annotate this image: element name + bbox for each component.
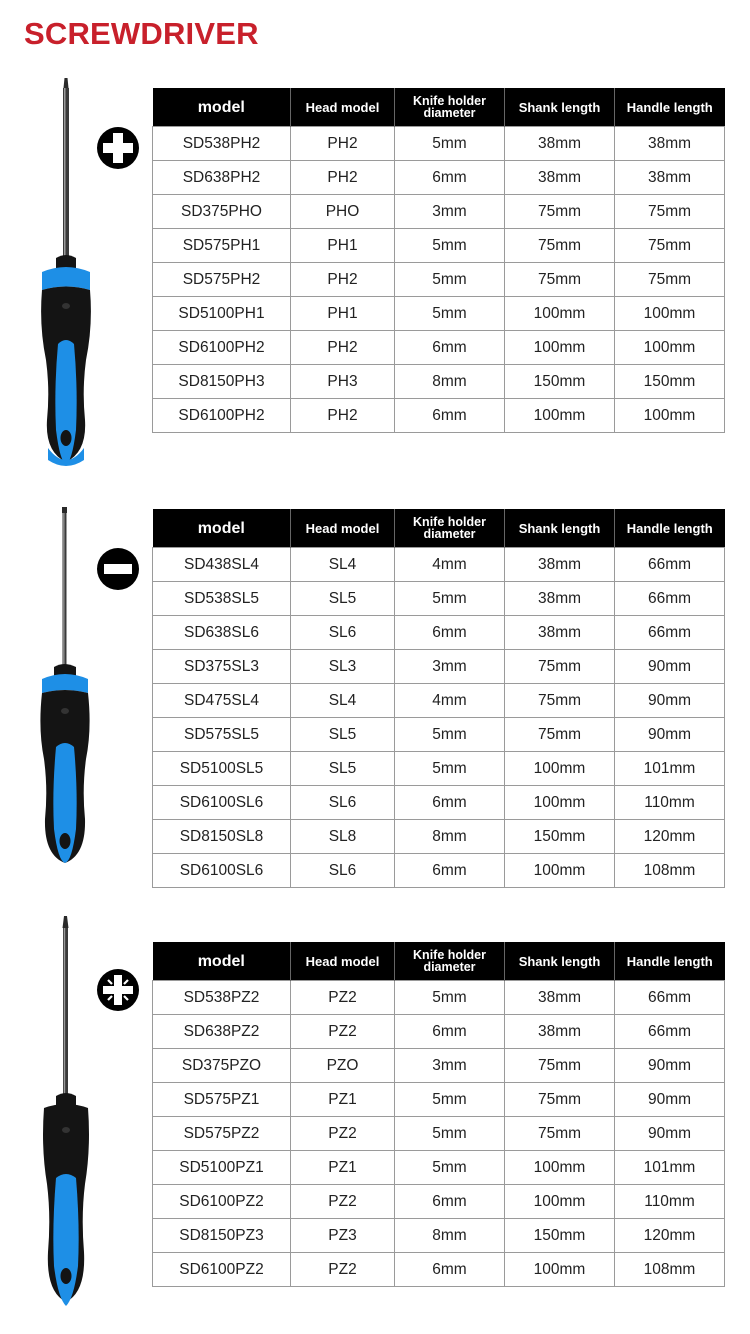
cell-model: SD6100SL6 xyxy=(153,854,291,888)
cell-model: SD8150PZ3 xyxy=(153,1219,291,1253)
cell-shank-length: 100mm xyxy=(505,854,615,888)
cell-shank-length: 150mm xyxy=(505,365,615,399)
cell-head-model: SL6 xyxy=(291,786,395,820)
cell-handle-length: 90mm xyxy=(615,1049,725,1083)
cell-head-model: PH2 xyxy=(291,161,395,195)
table-header-row xyxy=(153,509,725,548)
cell-knife-holder-diameter: 6mm xyxy=(395,331,505,365)
cell-head-model: PH2 xyxy=(291,399,395,433)
knife-holder-line-1: Knife holder xyxy=(413,948,486,962)
cell-head-model: PZ1 xyxy=(291,1151,395,1185)
cell-head-model: PZ3 xyxy=(291,1219,395,1253)
cell-knife-holder-diameter: 5mm xyxy=(395,297,505,331)
pozidriv-spec-table xyxy=(152,942,725,1287)
cell-handle-length: 66mm xyxy=(615,981,725,1015)
table-row xyxy=(153,365,725,399)
cell-shank-length: 38mm xyxy=(505,981,615,1015)
cell-head-model: PHO xyxy=(291,195,395,229)
phillips-screwdriver-image xyxy=(38,78,94,470)
col-header-shank-length: Shank length xyxy=(505,509,615,548)
cell-handle-length: 110mm xyxy=(615,786,725,820)
slotted-spec-table xyxy=(152,509,725,888)
cell-model: SD5100PH1 xyxy=(153,297,291,331)
cell-knife-holder-diameter: 6mm xyxy=(395,1185,505,1219)
cell-handle-length: 120mm xyxy=(615,820,725,854)
cell-handle-length: 90mm xyxy=(615,650,725,684)
cell-shank-length: 100mm xyxy=(505,1185,615,1219)
knife-holder-line-1: Knife holder xyxy=(413,94,486,108)
table-header-row xyxy=(153,88,725,127)
table-row xyxy=(153,229,725,263)
cell-shank-length: 100mm xyxy=(505,786,615,820)
cell-shank-length: 75mm xyxy=(505,195,615,229)
col-header-knife-holder-diameter xyxy=(395,88,505,127)
slotted-minus-icon xyxy=(96,547,140,591)
cell-head-model: SL5 xyxy=(291,752,395,786)
cell-handle-length: 101mm xyxy=(615,1151,725,1185)
table-row xyxy=(153,684,725,718)
cell-handle-length: 100mm xyxy=(615,399,725,433)
cell-model: SD538PH2 xyxy=(153,127,291,161)
cell-handle-length: 108mm xyxy=(615,854,725,888)
knife-holder-line-1: Knife holder xyxy=(413,515,486,529)
cell-model: SD375PZO xyxy=(153,1049,291,1083)
cell-model: SD6100SL6 xyxy=(153,786,291,820)
cell-handle-length: 100mm xyxy=(615,297,725,331)
pozidriv-icon xyxy=(96,968,140,1012)
cell-head-model: PH2 xyxy=(291,127,395,161)
cell-model: SD538SL5 xyxy=(153,582,291,616)
cell-model: SD638SL6 xyxy=(153,616,291,650)
cell-model: SD6100PZ2 xyxy=(153,1185,291,1219)
cell-shank-length: 100mm xyxy=(505,752,615,786)
cell-model: SD575PZ2 xyxy=(153,1117,291,1151)
cell-handle-length: 90mm xyxy=(615,718,725,752)
cell-shank-length: 100mm xyxy=(505,331,615,365)
col-header-head-model: Head model xyxy=(291,942,395,981)
cell-knife-holder-diameter: 5mm xyxy=(395,127,505,161)
table-row xyxy=(153,718,725,752)
cell-handle-length: 66mm xyxy=(615,616,725,650)
cell-shank-length: 75mm xyxy=(505,1049,615,1083)
cell-model: SD8150SL8 xyxy=(153,820,291,854)
table-row xyxy=(153,650,725,684)
cell-head-model: PZ1 xyxy=(291,1083,395,1117)
slotted-screwdriver-image xyxy=(36,507,96,869)
col-header-shank-length: Shank length xyxy=(505,942,615,981)
cell-handle-length: 75mm xyxy=(615,263,725,297)
cell-model: SD638PH2 xyxy=(153,161,291,195)
cell-head-model: PH2 xyxy=(291,263,395,297)
cell-shank-length: 38mm xyxy=(505,1015,615,1049)
knife-holder-line-2: diameter xyxy=(423,527,476,541)
cell-handle-length: 90mm xyxy=(615,684,725,718)
cell-shank-length: 38mm xyxy=(505,127,615,161)
cell-model: SD375PHO xyxy=(153,195,291,229)
phillips-cross-icon xyxy=(96,126,140,170)
cell-shank-length: 75mm xyxy=(505,1117,615,1151)
cell-head-model: PH1 xyxy=(291,229,395,263)
cell-handle-length: 75mm xyxy=(615,195,725,229)
cell-handle-length: 66mm xyxy=(615,548,725,582)
table-row xyxy=(153,616,725,650)
cell-model: SD475SL4 xyxy=(153,684,291,718)
cell-model: SD8150PH3 xyxy=(153,365,291,399)
cell-head-model: PZ2 xyxy=(291,1185,395,1219)
pozidriv-screwdriver-image xyxy=(36,916,96,1312)
table-row xyxy=(153,1083,725,1117)
phillips-spec-table xyxy=(152,88,725,433)
cell-model: SD575SL5 xyxy=(153,718,291,752)
table-row xyxy=(153,548,725,582)
cell-head-model: SL8 xyxy=(291,820,395,854)
cell-model: SD638PZ2 xyxy=(153,1015,291,1049)
cell-knife-holder-diameter: 5mm xyxy=(395,582,505,616)
cell-shank-length: 100mm xyxy=(505,297,615,331)
cell-handle-length: 100mm xyxy=(615,331,725,365)
table-row xyxy=(153,786,725,820)
col-header-knife-holder-diameter xyxy=(395,942,505,981)
cell-model: SD575PH1 xyxy=(153,229,291,263)
table-row xyxy=(153,1253,725,1287)
cell-shank-length: 150mm xyxy=(505,820,615,854)
col-header-handle-length: Handle length xyxy=(615,88,725,127)
cell-handle-length: 66mm xyxy=(615,582,725,616)
cell-head-model: PH1 xyxy=(291,297,395,331)
col-header-handle-length: Handle length xyxy=(615,509,725,548)
cell-shank-length: 100mm xyxy=(505,1151,615,1185)
table-header-row xyxy=(153,942,725,981)
cell-knife-holder-diameter: 8mm xyxy=(395,365,505,399)
cell-knife-holder-diameter: 4mm xyxy=(395,548,505,582)
cell-shank-length: 100mm xyxy=(505,1253,615,1287)
cell-head-model: SL5 xyxy=(291,718,395,752)
cell-handle-length: 90mm xyxy=(615,1117,725,1151)
table-row xyxy=(153,297,725,331)
cell-head-model: PZ2 xyxy=(291,981,395,1015)
cell-knife-holder-diameter: 6mm xyxy=(395,854,505,888)
knife-holder-line-2: diameter xyxy=(423,960,476,974)
cell-shank-length: 75mm xyxy=(505,650,615,684)
table-row xyxy=(153,981,725,1015)
cell-handle-length: 110mm xyxy=(615,1185,725,1219)
cell-head-model: PZ2 xyxy=(291,1015,395,1049)
cell-shank-length: 75mm xyxy=(505,229,615,263)
cell-knife-holder-diameter: 5mm xyxy=(395,752,505,786)
cell-shank-length: 75mm xyxy=(505,1083,615,1117)
cell-model: SD6100PH2 xyxy=(153,399,291,433)
cell-head-model: SL4 xyxy=(291,684,395,718)
cell-model: SD575PZ1 xyxy=(153,1083,291,1117)
cell-model: SD5100SL5 xyxy=(153,752,291,786)
table-row xyxy=(153,127,725,161)
cell-handle-length: 101mm xyxy=(615,752,725,786)
col-header-knife-holder-diameter xyxy=(395,509,505,548)
cell-knife-holder-diameter: 6mm xyxy=(395,1015,505,1049)
cell-handle-length: 120mm xyxy=(615,1219,725,1253)
cell-shank-length: 38mm xyxy=(505,616,615,650)
cell-handle-length: 66mm xyxy=(615,1015,725,1049)
table-row xyxy=(153,399,725,433)
cell-knife-holder-diameter: 8mm xyxy=(395,820,505,854)
knife-holder-line-2: diameter xyxy=(423,106,476,120)
cell-head-model: PH2 xyxy=(291,331,395,365)
cell-head-model: PZO xyxy=(291,1049,395,1083)
table-row xyxy=(153,1049,725,1083)
cell-handle-length: 38mm xyxy=(615,127,725,161)
table-row xyxy=(153,263,725,297)
table-row xyxy=(153,1015,725,1049)
phillips-section xyxy=(0,78,750,478)
cell-head-model: PZ2 xyxy=(291,1117,395,1151)
cell-handle-length: 90mm xyxy=(615,1083,725,1117)
table-row xyxy=(153,195,725,229)
cell-knife-holder-diameter: 5mm xyxy=(395,263,505,297)
col-header-shank-length: Shank length xyxy=(505,88,615,127)
cell-shank-length: 75mm xyxy=(505,718,615,752)
cell-shank-length: 38mm xyxy=(505,582,615,616)
cell-knife-holder-diameter: 5mm xyxy=(395,229,505,263)
col-header-model: model xyxy=(153,942,291,981)
cell-head-model: PZ2 xyxy=(291,1253,395,1287)
cell-knife-holder-diameter: 5mm xyxy=(395,718,505,752)
cell-knife-holder-diameter: 6mm xyxy=(395,399,505,433)
table-row xyxy=(153,1219,725,1253)
col-header-head-model: Head model xyxy=(291,88,395,127)
cell-shank-length: 75mm xyxy=(505,263,615,297)
slotted-section xyxy=(0,497,750,897)
cell-handle-length: 75mm xyxy=(615,229,725,263)
cell-head-model: SL4 xyxy=(291,548,395,582)
cell-head-model: SL5 xyxy=(291,582,395,616)
col-header-handle-length: Handle length xyxy=(615,942,725,981)
cell-head-model: PH3 xyxy=(291,365,395,399)
cell-head-model: SL6 xyxy=(291,616,395,650)
cell-knife-holder-diameter: 6mm xyxy=(395,786,505,820)
table-row xyxy=(153,752,725,786)
table-row xyxy=(153,1117,725,1151)
table-row xyxy=(153,1151,725,1185)
page-title: SCREWDRIVER xyxy=(24,16,259,51)
cell-shank-length: 38mm xyxy=(505,161,615,195)
cell-handle-length: 108mm xyxy=(615,1253,725,1287)
cell-model: SD538PZ2 xyxy=(153,981,291,1015)
table-row xyxy=(153,331,725,365)
cell-knife-holder-diameter: 5mm xyxy=(395,981,505,1015)
cell-model: SD5100PZ1 xyxy=(153,1151,291,1185)
cell-model: SD438SL4 xyxy=(153,548,291,582)
cell-knife-holder-diameter: 3mm xyxy=(395,650,505,684)
cell-shank-length: 150mm xyxy=(505,1219,615,1253)
table-row xyxy=(153,854,725,888)
cell-knife-holder-diameter: 6mm xyxy=(395,1253,505,1287)
cell-knife-holder-diameter: 5mm xyxy=(395,1083,505,1117)
cell-model: SD6100PH2 xyxy=(153,331,291,365)
table-row xyxy=(153,161,725,195)
col-header-model: model xyxy=(153,88,291,127)
cell-head-model: SL3 xyxy=(291,650,395,684)
cell-knife-holder-diameter: 6mm xyxy=(395,161,505,195)
cell-knife-holder-diameter: 6mm xyxy=(395,616,505,650)
cell-shank-length: 75mm xyxy=(505,684,615,718)
cell-knife-holder-diameter: 5mm xyxy=(395,1117,505,1151)
pozidriv-section xyxy=(0,912,750,1322)
cell-head-model: SL6 xyxy=(291,854,395,888)
cell-handle-length: 38mm xyxy=(615,161,725,195)
table-row xyxy=(153,582,725,616)
table-row xyxy=(153,820,725,854)
col-header-head-model: Head model xyxy=(291,509,395,548)
cell-shank-length: 100mm xyxy=(505,399,615,433)
cell-model: SD575PH2 xyxy=(153,263,291,297)
cell-knife-holder-diameter: 5mm xyxy=(395,1151,505,1185)
cell-handle-length: 150mm xyxy=(615,365,725,399)
cell-knife-holder-diameter: 3mm xyxy=(395,195,505,229)
col-header-model: model xyxy=(153,509,291,548)
cell-model: SD6100PZ2 xyxy=(153,1253,291,1287)
cell-knife-holder-diameter: 4mm xyxy=(395,684,505,718)
table-row xyxy=(153,1185,725,1219)
cell-model: SD375SL3 xyxy=(153,650,291,684)
cell-knife-holder-diameter: 8mm xyxy=(395,1219,505,1253)
cell-shank-length: 38mm xyxy=(505,548,615,582)
cell-knife-holder-diameter: 3mm xyxy=(395,1049,505,1083)
